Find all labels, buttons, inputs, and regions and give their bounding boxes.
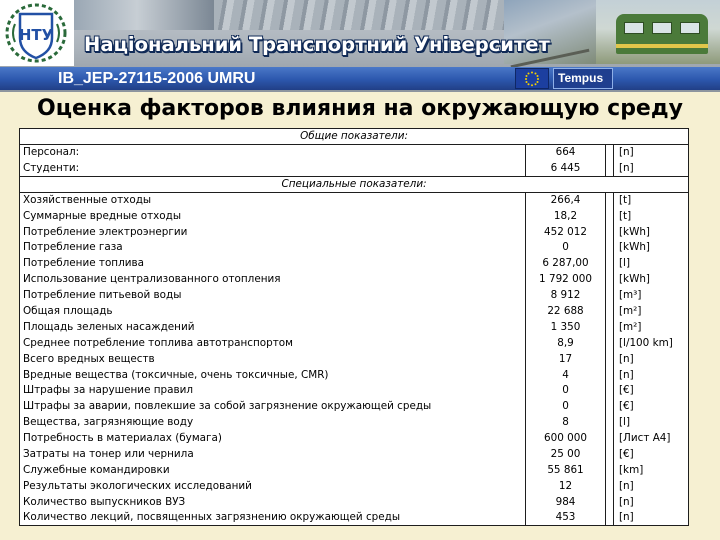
indicator-label: Студенти: [20,160,526,176]
indicator-label: Хозяйственные отходы [20,192,526,208]
indicator-value: 8,9 [526,335,606,351]
indicator-unit: [kWh] [614,240,689,256]
section-header-special [20,176,689,192]
indicator-value: 984 [526,494,606,510]
indicator-value: 453 [526,510,606,526]
indicator-value: 664 [526,145,606,161]
indicator-unit: [n] [614,494,689,510]
indicator-label: Затраты на тонер или чернила [20,447,526,463]
indicator-unit: [n] [614,510,689,526]
table-row [20,510,689,526]
university-crest-icon [3,2,69,64]
table-row [20,399,689,415]
indicator-unit: [m³] [614,288,689,304]
indicator-label: Потребление электроэнергии [20,224,526,240]
indicator-unit: [n] [614,160,689,176]
page-title: Оценка факторов влияния на окружающую среду [37,96,683,121]
indicator-value: 1 792 000 [526,272,606,288]
indicator-unit: [km] [614,462,689,478]
indicator-label: Суммарные вредные отходы [20,208,526,224]
eu-flag-icon [515,68,549,89]
indicator-value: 1 350 [526,319,606,335]
indicator-value: 17 [526,351,606,367]
university-logo [0,0,74,66]
indicator-value: 0 [526,383,606,399]
indicator-unit: [m²] [614,319,689,335]
indicator-unit: [l] [614,256,689,272]
university-name: Національний Транспортний Університет [84,33,550,56]
indicator-value: 25 00 [526,447,606,463]
indicator-label: Площадь зеленых насаждений [20,319,526,335]
table-row [20,256,689,272]
indicator-value: 18,2 [526,208,606,224]
indicator-unit: [t] [614,208,689,224]
indicator-unit: [n] [614,145,689,161]
section-header-general [20,129,689,145]
indicator-unit: [€] [614,447,689,463]
indicator-label: Потребность в материалах (бумага) [20,431,526,447]
indicator-value: 600 000 [526,431,606,447]
indicator-label: Общая площадь [20,304,526,320]
train-image [616,14,708,54]
header-photo-train [596,0,720,64]
indicator-value: 0 [526,240,606,256]
project-bar [0,67,720,90]
table-row [20,145,689,161]
indicator-value: 22 688 [526,304,606,320]
indicator-label: Всего вредных веществ [20,351,526,367]
table-row [20,415,689,431]
section-heading: Общие показатели: [20,129,689,145]
indicator-label: Служебные командировки [20,462,526,478]
table-row [20,208,689,224]
indicator-value: 452 012 [526,224,606,240]
indicator-unit: [n] [614,478,689,494]
indicator-unit: [kWh] [614,224,689,240]
indicator-value: 55 861 [526,462,606,478]
header-photo-city [214,0,504,30]
indicator-value: 0 [526,399,606,415]
indicator-unit: [kWh] [614,272,689,288]
table-row [20,304,689,320]
indicator-label: Вещества, загрязняющие воду [20,415,526,431]
table-row [20,319,689,335]
indicator-label: Использование централизованного отопления [20,272,526,288]
indicator-label: Штрафы за нарушение правил [20,383,526,399]
table-row [20,224,689,240]
table-row [20,431,689,447]
indicator-label: Персонал: [20,145,526,161]
section-heading: Специальные показатели: [20,176,689,192]
table-row [20,383,689,399]
table-row [20,351,689,367]
indicator-unit: [n] [614,367,689,383]
indicator-value: 12 [526,478,606,494]
table-row [20,447,689,463]
indicator-label: Потребление топлива [20,256,526,272]
tempus-logo: Tempus [553,68,613,89]
project-code: IB_JEP-27115-2006 UMRU [58,70,256,87]
table-row [20,462,689,478]
indicator-unit: [l] [614,415,689,431]
indicator-unit: [n] [614,351,689,367]
indicator-unit: [t] [614,192,689,208]
table-row [20,478,689,494]
table-row [20,367,689,383]
table-row [20,272,689,288]
indicator-label: Количество лекций, посвященных загрязнению окружающей среды [20,510,526,526]
table-row [20,288,689,304]
indicator-unit: [€] [614,383,689,399]
indicator-value: 6 445 [526,160,606,176]
indicator-unit: [Лист А4] [614,431,689,447]
header-banner [0,0,720,92]
indicator-label: Штрафы за аварии, повлекшие за собой загрязнение окружающей среды [20,399,526,415]
table-row [20,494,689,510]
header-photo-sky [74,0,214,30]
indicators-table [19,128,689,526]
table-row [20,335,689,351]
indicator-value: 266,4 [526,192,606,208]
indicator-unit: [l/100 km] [614,335,689,351]
indicator-value: 8 912 [526,288,606,304]
indicator-label: Количество выпускников ВУЗ [20,494,526,510]
table-row [20,192,689,208]
indicator-value: 8 [526,415,606,431]
indicator-label: Потребление газа [20,240,526,256]
indicator-unit: [m²] [614,304,689,320]
indicator-label: Результаты экологических исследований [20,478,526,494]
indicator-value: 6 287,00 [526,256,606,272]
table-row [20,240,689,256]
indicator-label: Вредные вещества (токсичные, очень токсичные, CMR) [20,367,526,383]
table-row [20,160,689,176]
svg-text:НТУ: НТУ [18,26,54,44]
indicator-label: Потребление питьевой воды [20,288,526,304]
indicator-value: 4 [526,367,606,383]
indicator-label: Среднее потребление топлива автотранспортом [20,335,526,351]
indicator-unit: [€] [614,399,689,415]
